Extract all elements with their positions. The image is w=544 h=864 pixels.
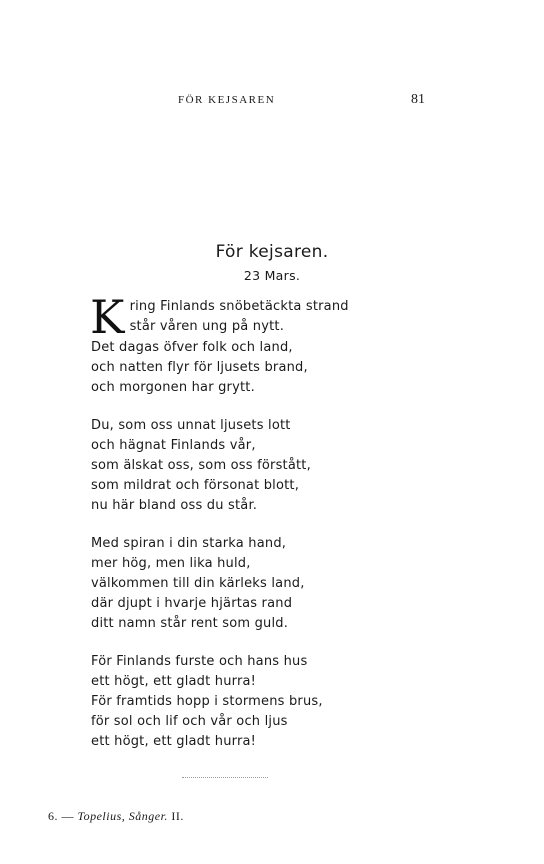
poem-body [90,290,381,770]
poem-line: ett högt, ett gladt hurra! [91,734,257,749]
stanza-2 [91,416,381,516]
poem-date: 23 Mars. [243,268,301,283]
poem-line: och morgonen har grytt. [91,380,255,395]
stanza-4 [91,652,381,752]
poem-line: nu här bland oss du står. [91,498,258,513]
poem-line: och hägnat Finlands vår, [91,438,256,453]
poem-title: För kejsaren. [215,242,329,262]
running-title: FÖR KEJSAREN [178,94,276,106]
poem-line: Du, som oss unnat ljusets lott [91,418,291,433]
poem-line: mer hög, men lika huld, [91,556,251,571]
signature-volume: II. [171,809,184,823]
poem-line: välkommen till din kärleks land, [91,576,305,591]
poem-line: står våren ung på nytt. [129,319,285,334]
poem-line: som mildrat och försonat blott, [91,478,300,493]
signature-title: Topelius, Sånger. [77,809,168,823]
poem-line: för sol och lif och vår och ljus [91,714,288,729]
ornament-rule [182,777,268,778]
poem-line: ditt namn står rent som guld. [91,616,289,631]
running-head [0,94,544,114]
poem-line: ring Finlands snöbetäckta strand [129,299,349,314]
poem-line: För framtids hopp i stormens brus, [91,694,323,709]
page-number: 81 [411,92,425,107]
poem-line: som älskat oss, som oss förstått, [91,458,311,473]
poem-line: ett högt, ett gladt hurra! [91,674,257,689]
poem-line: där djupt i hvarje hjärtas rand [91,596,293,611]
stanza-3 [91,534,381,634]
poem-line: Med spiran i din starka hand, [91,536,287,551]
signature-number: 6. — [48,809,74,823]
poem-line: Det dagas öfver folk och land, [91,340,293,355]
footer-signature [48,809,184,824]
stanza-1 [90,290,381,398]
drop-cap: K [90,290,125,344]
poem-line: och natten flyr för ljusets brand, [91,360,308,375]
poem-line: För Finlands furste och hans hus [91,654,308,669]
